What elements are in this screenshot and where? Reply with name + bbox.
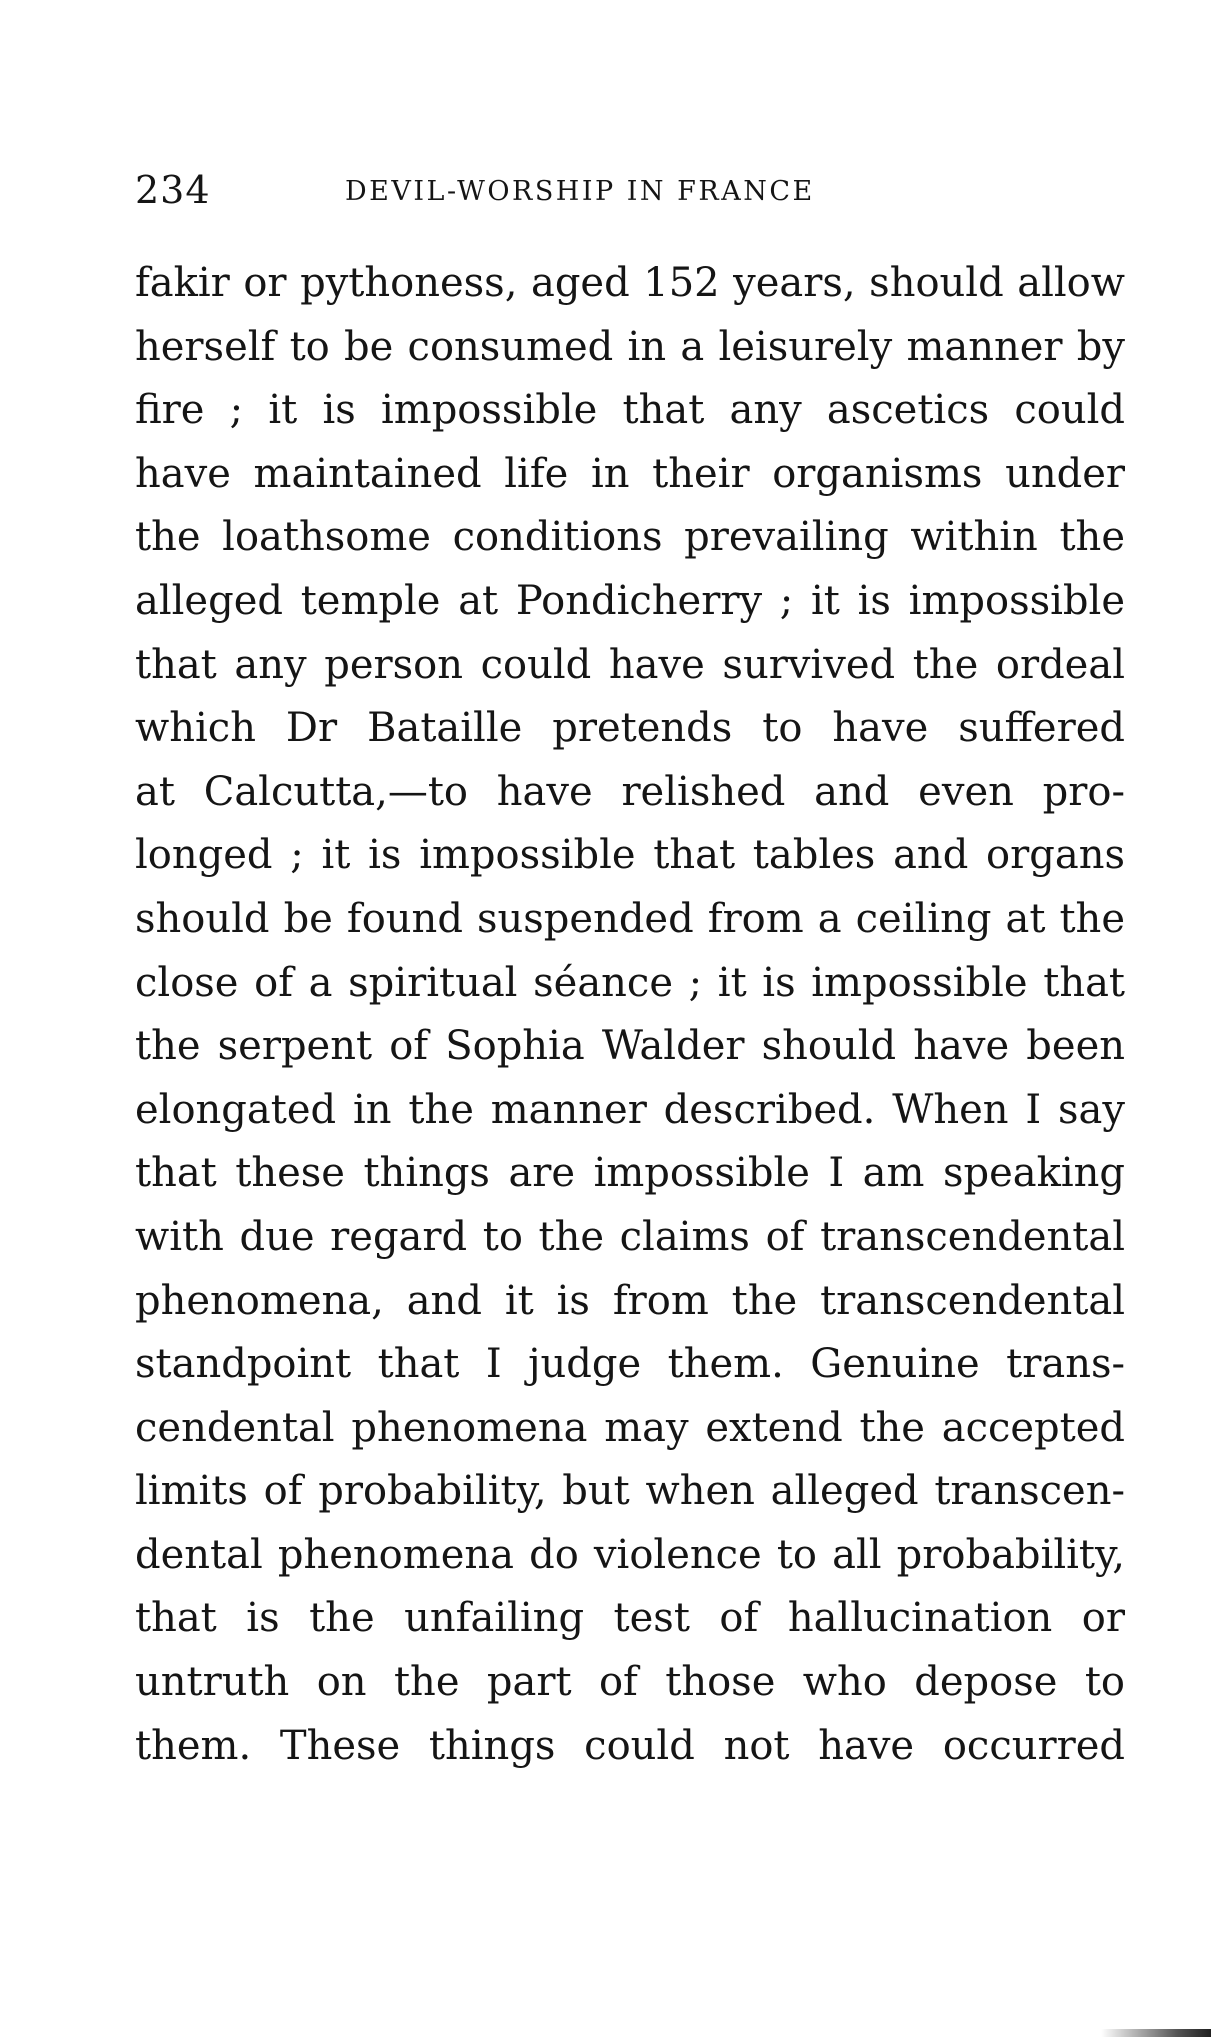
text-line: that these things are impossible I am speaking bbox=[135, 1150, 1125, 1197]
text-line: them. These things could not have occurred bbox=[135, 1722, 1125, 1769]
text-line: alleged temple at Pondicherry ; it is impossible bbox=[135, 577, 1125, 624]
text-line: at Calcutta,—to have relished and even pro- bbox=[135, 768, 1125, 815]
text-line: the serpent of Sophia Walder should have been bbox=[135, 1023, 1125, 1070]
text-line: limits of probability, but when alleged transcen- bbox=[135, 1468, 1125, 1515]
text-line: fire ; it is impossible that any ascetics could bbox=[135, 387, 1125, 434]
text-line: with due regard to the claims of transcendental bbox=[135, 1213, 1125, 1260]
text-line: fakir or pythoness, aged 152 years, should allow bbox=[135, 260, 1125, 306]
text-line: untruth on the part of those who depose to bbox=[135, 1659, 1125, 1706]
text-line: the loathsome conditions prevailing within the bbox=[135, 514, 1125, 561]
text-line: which Dr Bataille pretends to have suffered bbox=[135, 705, 1125, 752]
body-text bbox=[135, 252, 1125, 1778]
text-line: that any person could have survived the ordeal bbox=[135, 641, 1125, 688]
text-line: close of a spiritual séance ; it is impossible that bbox=[135, 959, 1125, 1006]
text-line: longed ; it is impossible that tables and organs bbox=[135, 832, 1125, 879]
text-line: that is the unfailing test of hallucination or bbox=[135, 1595, 1125, 1642]
page-number: 234 bbox=[135, 168, 211, 212]
text-line: dental phenomena do violence to all probability, bbox=[135, 1531, 1125, 1578]
text-line: have maintained life in their organisms under bbox=[135, 450, 1125, 497]
text-line: herself to be consumed in a leisurely manner by bbox=[135, 323, 1125, 370]
running-head bbox=[135, 160, 1095, 220]
text-line: phenomena, and it is from the transcendental bbox=[135, 1277, 1125, 1324]
text-line: elongated in the manner described. When I say bbox=[135, 1086, 1125, 1133]
running-title: DEVIL-WORSHIP IN FRANCE bbox=[345, 176, 815, 207]
scan-edge-mark bbox=[1101, 2029, 1211, 2037]
text-line: should be found suspended from a ceiling at the bbox=[135, 895, 1125, 942]
text-line: cendental phenomena may extend the accepted bbox=[135, 1404, 1125, 1451]
text-line: standpoint that I judge them. Genuine trans- bbox=[135, 1341, 1125, 1388]
